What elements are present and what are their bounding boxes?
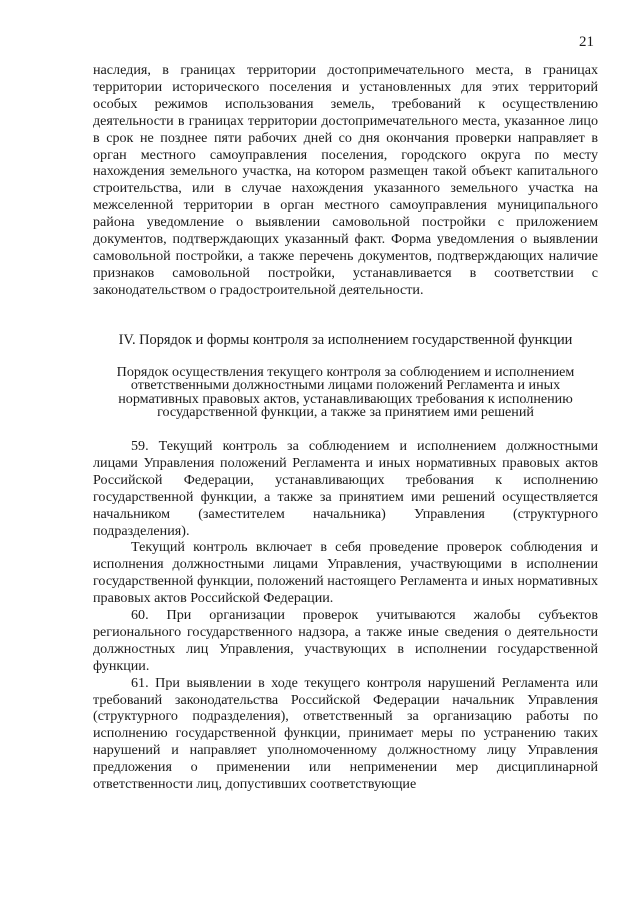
section-heading: IV. Порядок и формы контроля за исполнением государственной функции xyxy=(118,331,573,348)
paragraph-59-continued: Текущий контроль включает в себя проведение проверок соблюдения и исполнения должностными лицами Управления, участвующими в исполнении государственной функции, положений настоящего Регламента и иных нормативных правовых актов Российской Федерации. xyxy=(93,539,598,607)
paragraph-60: 60. При организации проверок учитываются жалобы субъектов регионального государственного надзора, а также иные сведения о деятельности должностных лиц Управления, участвующих в исполнении государственной функции. xyxy=(93,607,598,674)
page-number: 21 xyxy=(579,34,594,50)
document-body xyxy=(93,62,598,793)
subsection-heading: Порядок осуществления текущего контроля за соблюдением и исполнением ответственными должностными лицами положений Регламента и иных нормативных правовых актов, устанавливающих требования к исполнению государственной функции, а также за принятием ими решений xyxy=(116,363,575,421)
continuation-paragraph: наследия, в границах территории достопримечательного места, в границах территории исторического поселения и установленных для этих территорий особых режимов использования земель, требований к осуществлению деятельности в границах территории достопримечательного места, указанное лицо в срок не позднее пяти рабочих дней со дня окончания проверки направляет в орган местного самоуправления поселения, городского округа по месту нахождения земельного участка, на котором размещен такой объект капитального строительства, или в случае нахождения указанного земельного участка на межселенной территории в орган местного самоуправления муниципального района уведомление о выявлении самовольной постройки с приложением документов, подтверждающих указанный факт. Форма уведомления о выявлении самовольной постройки, а также перечень документов, подтверждающих наличие признаков самовольной постройки, устанавливается в соответствии с законодательством о градостроительной деятельности. xyxy=(93,62,598,298)
paragraph-61: 61. При выявлении в ходе текущего контроля нарушений Регламента или требований законодательства Российской Федерации начальник Управления (структурного подразделения), ответственный за организацию работы по исполнению государственной функции, принимает меры по устранению таких нарушений и направляет уполномоченному должностному лицу Управления предложения о применении или неприменении мер дисциплинарной ответственности лиц, допустивших соответствующие xyxy=(93,674,598,793)
paragraph-59: 59. Текущий контроль за соблюдением и исполнением должностными лицами Управления положений Регламента и иных нормативных правовых актов Российской Федерации, устанавливающих требования к исполнению государственной функции, а также за принятием ими решений осуществляется начальником (заместителем начальника) Управления (структурного подразделения). xyxy=(93,437,598,539)
